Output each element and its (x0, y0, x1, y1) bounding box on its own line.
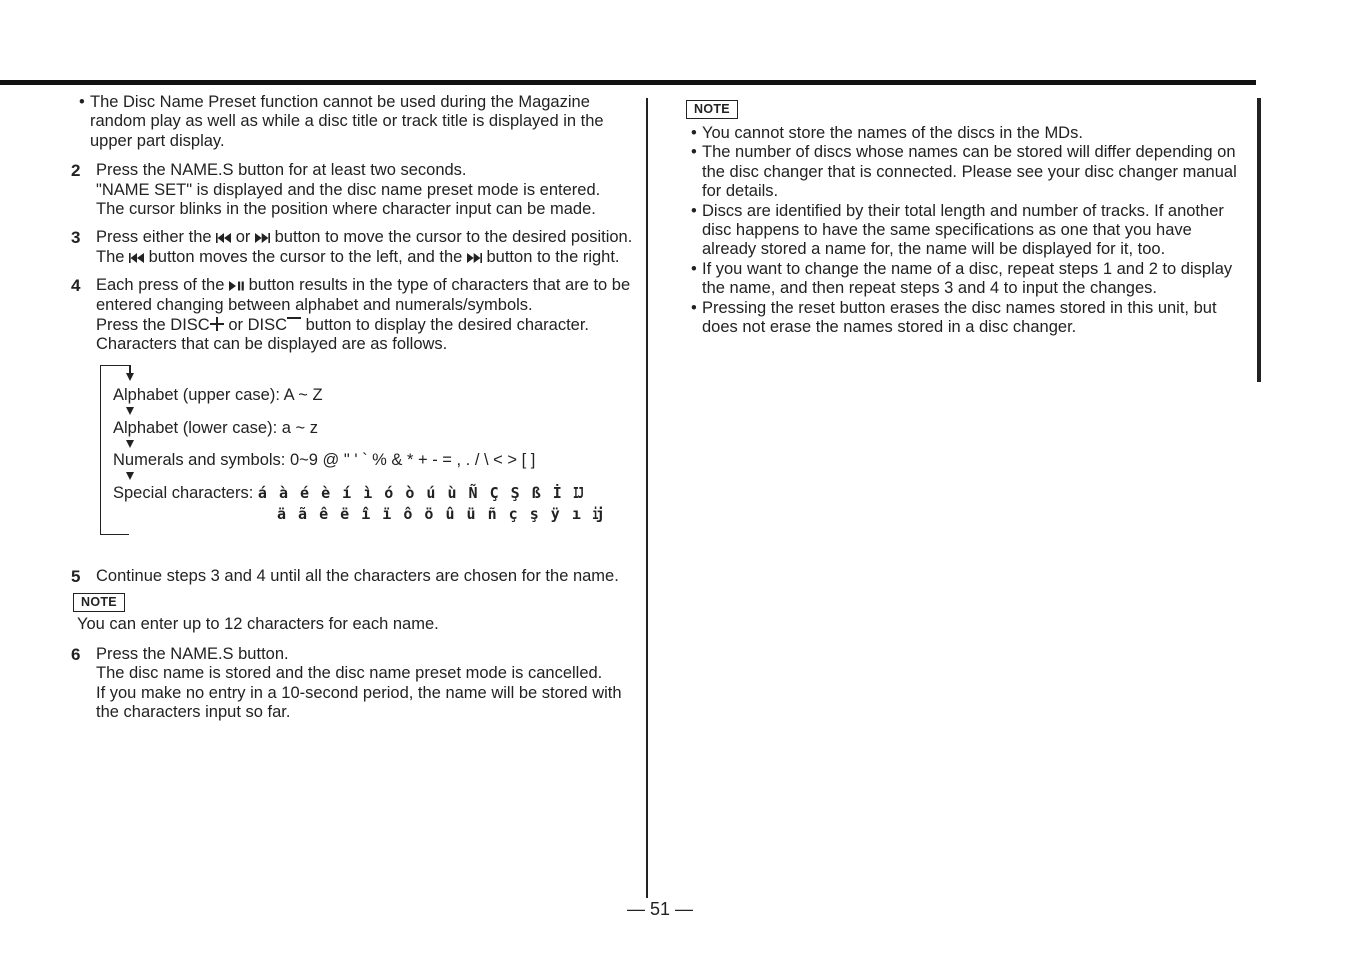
skip-forward-icon (467, 253, 482, 263)
step-text (96, 248, 634, 267)
text-segment: button results in the type of characters that are to be entered changing between alphabet and numerals/symbols. (96, 276, 631, 314)
step-2 (71, 161, 634, 219)
left-column (71, 93, 634, 722)
bullet-text: The Disc Name Preset function cannot be used during the Magazine random play as well as while a disc title or track title is displayed in the upper part display. (90, 93, 604, 150)
bullet-item (686, 202, 1246, 260)
bullet-text: Discs are identified by their total length and number of tracks. If another disc happens to have the same specifications as one that you have already stored a name for, the name will be displayed for it, too. (702, 201, 1224, 259)
down-arrow-icon (126, 440, 134, 448)
down-arrow-icon (126, 472, 134, 480)
special-label: Special characters: (113, 483, 254, 502)
plus-icon (210, 317, 224, 331)
text-segment: button moves the cursor to the left, and the (148, 247, 463, 266)
step-text: Characters that can be displayed are as follows. (96, 335, 448, 354)
step-text: The disc name is stored and the disc name preset mode is cancelled. (96, 664, 603, 683)
text-segment: or DISC (228, 316, 287, 335)
minus-icon (287, 315, 301, 329)
special-chars-row-1: á à é è í ì ó ò ú ù Ñ Ç Ş ß İ Ĳ (257, 483, 585, 502)
bullet-text: You cannot store the names of the discs in the MDs. (702, 124, 1083, 142)
bullet-text: The number of discs whose names can be stored will differ depending on the disc changer that is connected. Please see your disc changer manual for details. (702, 143, 1237, 201)
text-segment: or (235, 228, 251, 247)
bullet-item (74, 93, 634, 151)
play-pause-icon (229, 281, 244, 291)
step-text: The cursor blinks in the position where character input can be made. (96, 200, 596, 219)
char-type-upper: Alphabet (upper case): A ~ Z (113, 385, 323, 404)
text-segment: Press the DISC (96, 316, 210, 335)
special-chars-row-2: ä ã ê ë î ï ô ö û ü ñ ç ş ÿ ı ĳ (277, 504, 604, 523)
bullet-item (686, 260, 1246, 299)
step-text (96, 276, 634, 315)
down-arrow-icon (126, 373, 134, 381)
right-column (686, 99, 1246, 337)
note-bullet-list (686, 124, 1246, 337)
step-5 (71, 566, 634, 586)
char-type-special (113, 484, 584, 503)
bullet-text: Pressing the reset button erases the disc names stored in this unit, but does not erase the names stored in a disc changer. (702, 298, 1217, 337)
skip-back-icon (129, 253, 144, 263)
step-text: Press the NAME.S button. (96, 644, 289, 663)
step-number: 6 (71, 644, 81, 664)
note-section (73, 592, 634, 612)
step-number: 2 (71, 161, 81, 181)
note-text: You can enter up to 12 characters for each name. (77, 615, 439, 634)
text-segment: button to the right. (486, 247, 620, 266)
down-arrow-icon (126, 407, 134, 415)
step-text (96, 315, 634, 335)
char-type-lower: Alphabet (lower case): a ~ z (113, 418, 318, 437)
character-cycle-diagram (100, 365, 634, 537)
char-type-numerals: Numerals and symbols: 0~9 @ " ' ` % & * + - = , . / \ < > [ ] (113, 450, 536, 469)
note-label: NOTE (686, 100, 738, 119)
step-number: 4 (71, 276, 81, 296)
skip-back-icon (216, 233, 231, 243)
skip-forward-icon (255, 233, 270, 243)
bullet-item (686, 124, 1246, 143)
side-mark (1257, 98, 1261, 382)
step-text: Press the NAME.S button for at least two seconds. (96, 161, 467, 180)
step-6 (71, 644, 634, 723)
step-number: 5 (71, 566, 81, 586)
step-text: Continue steps 3 and 4 until all the characters are chosen for the name. (96, 566, 619, 585)
step-text: "NAME SET" is displayed and the disc name preset mode is entered. (96, 180, 601, 199)
step-number: 3 (71, 228, 81, 248)
step-text: If you make no entry in a 10-second period, the name will be stored with the characters input so far. (96, 683, 622, 721)
text-segment: button to display the desired character. (305, 316, 590, 335)
step-4 (71, 276, 634, 355)
step-text (96, 228, 634, 247)
bullet-item (686, 143, 1246, 201)
text-segment: button to move the cursor to the desired position. (274, 228, 633, 247)
text-segment: Press either the (96, 228, 212, 247)
bullet-text: If you want to change the name of a disc, repeat steps 1 and 2 to display the name, and then repeat steps 3 and 4 to input the changes. (702, 259, 1233, 298)
bullet-item (686, 299, 1246, 338)
text-segment: The (96, 247, 125, 266)
step-3 (71, 228, 634, 267)
page-number: — 51 — (626, 899, 694, 919)
text-segment: Each press of the (96, 276, 225, 295)
column-divider (646, 98, 648, 898)
top-rule (0, 80, 1256, 85)
note-label: NOTE (73, 593, 125, 612)
